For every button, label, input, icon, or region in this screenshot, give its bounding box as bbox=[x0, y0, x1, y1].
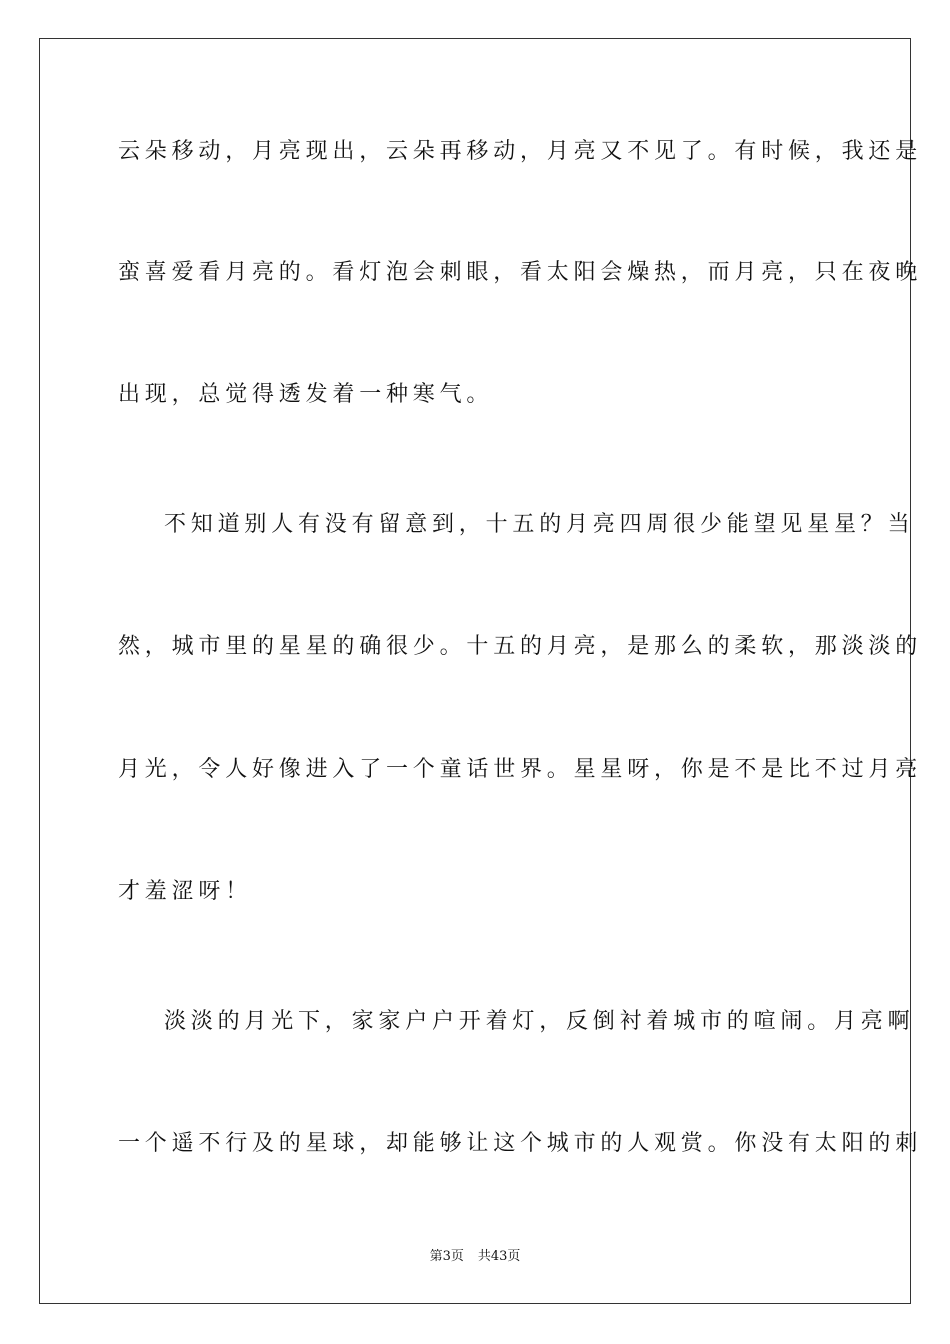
text-line-7: 才羞涩呀！ bbox=[118, 879, 253, 904]
text-line-4: 不知道别人有没有留意到，十五的月亮四周很少能望见星星？当 bbox=[164, 512, 915, 537]
page-total: 共43页 bbox=[477, 1249, 521, 1264]
text-line-5: 然，城市里的星星的确很少。十五的月亮，是那么的柔软，那淡淡的 bbox=[118, 634, 923, 659]
text-line-2: 蛮喜爱看月亮的。看灯泡会刺眼，看太阳会燥热，而月亮，只在夜晚 bbox=[118, 260, 923, 285]
text-line-1: 云朵移动，月亮现出，云朵再移动，月亮又不见了。有时候，我还是 bbox=[118, 139, 923, 164]
page-border bbox=[39, 38, 923, 1304]
page-number: 第3页 bbox=[429, 1249, 464, 1264]
text-line-9: 一个遥不行及的星球，却能够让这个城市的人观赏。你没有太阳的刺 bbox=[118, 1131, 923, 1156]
text-line-3: 出现，总觉得透发着一种寒气。 bbox=[118, 382, 494, 407]
text-line-6: 月光，令人好像进入了一个童话世界。星星呀，你是不是比不过月亮 bbox=[118, 757, 923, 782]
page-footer bbox=[0, 1248, 950, 1266]
text-line-8: 淡淡的月光下，家家户户开着灯，反倒衬着城市的喧闹。月亮啊 bbox=[164, 1009, 915, 1034]
